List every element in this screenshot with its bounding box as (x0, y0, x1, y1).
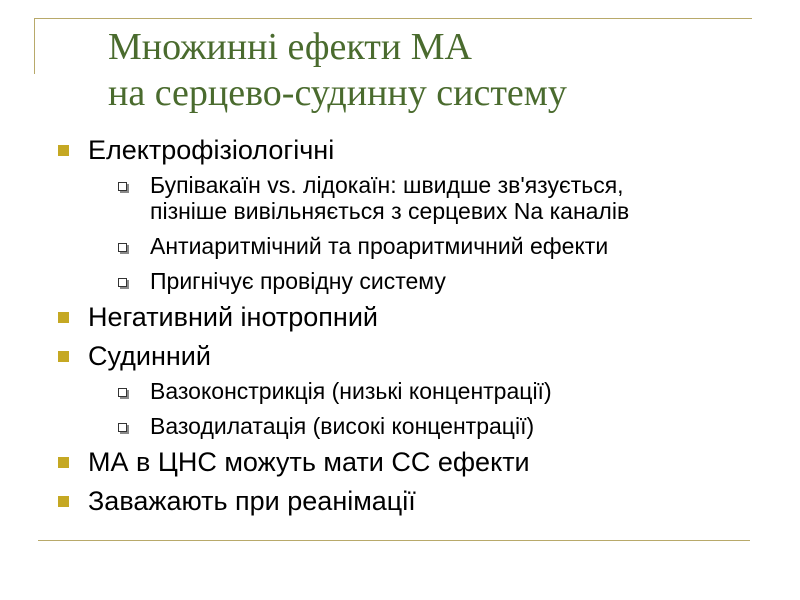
slide-title (108, 24, 567, 116)
bullet-item-negative-inotropic (56, 301, 776, 333)
square-bullet-icon (58, 145, 69, 156)
hollow-square-bullet-icon (118, 388, 127, 397)
sub-bullet-list (88, 172, 776, 294)
hollow-square-bullet-icon (118, 423, 127, 432)
bullet-text: МА в ЦНС можуть мати СС ефекти (88, 447, 530, 477)
title-line-1: Множинні ефекти МА (108, 26, 472, 68)
bullet-item-cns-effects (56, 446, 776, 478)
sub-bullet-item (88, 233, 776, 259)
hollow-square-bullet-icon (118, 278, 127, 287)
frame-top-line (34, 18, 752, 19)
square-bullet-icon (58, 457, 69, 468)
sub-bullet-text-line: Вазоконстрикція (низькі концентрації) (150, 378, 552, 404)
hollow-square-bullet-icon (118, 182, 127, 191)
square-bullet-icon (58, 496, 69, 507)
sub-bullet-list (88, 378, 776, 439)
sub-bullet-text-line: Пригнічує провідну систему (150, 268, 446, 294)
sub-bullet-item (88, 172, 776, 224)
sub-bullet-text-line: Бупівакаїн vs. лідокаїн: швидше зв'язується, (150, 172, 624, 198)
sub-bullet-item (88, 268, 776, 294)
bullet-text: Електрофізіологічні (88, 135, 335, 165)
frame-left-line (34, 18, 35, 74)
bullet-list (56, 134, 776, 517)
slide-content (56, 134, 776, 517)
bullet-item-resuscitation (56, 485, 776, 517)
bullet-item-vascular (56, 340, 776, 439)
bullet-text: Негативний інотропний (88, 302, 378, 332)
bullet-text: Заважають при реанімації (88, 486, 416, 516)
sub-bullet-text-line: Антиаритмічний та проаритмичний ефекти (150, 233, 609, 259)
bullet-text: Судинний (88, 341, 211, 371)
hollow-square-bullet-icon (118, 243, 127, 252)
square-bullet-icon (58, 351, 69, 362)
square-bullet-icon (58, 312, 69, 323)
sub-bullet-text-line: пізніше вивільняється з серцевих Na каналів (150, 198, 630, 224)
title-line-2: на серцево-судинну систему (108, 72, 567, 114)
sub-bullet-text-line: Вазодилатація (високі концентрації) (150, 413, 535, 439)
sub-bullet-item (88, 378, 776, 404)
sub-bullet-item (88, 413, 776, 439)
bullet-item-electrophysiological (56, 134, 776, 294)
frame-bottom-line (38, 540, 750, 541)
